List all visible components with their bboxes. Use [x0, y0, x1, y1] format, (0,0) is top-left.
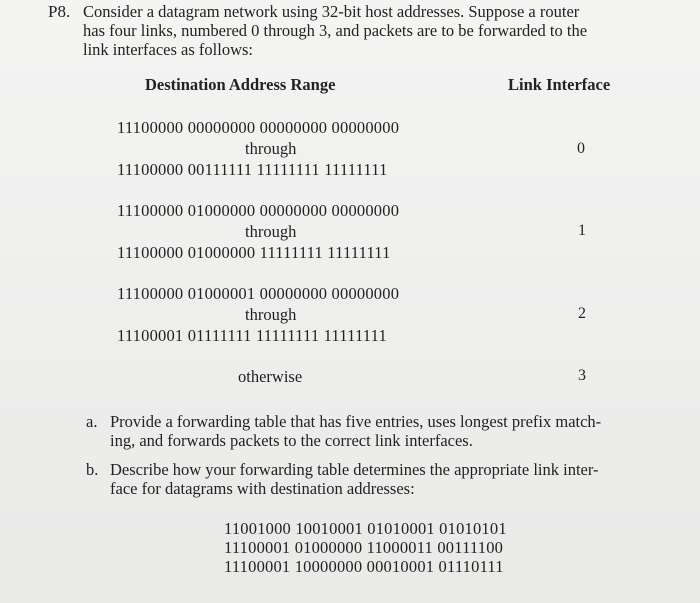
range-end-row1: 11100000 01000000 11111111 11111111 [117, 243, 391, 262]
range-start-row0: 11100000 00000000 00000000 00000000 [117, 118, 400, 137]
range-end-row2: 11100001 01111111 11111111 11111111 [117, 326, 387, 345]
address-item: 11001000 10010001 01010001 01010101 [224, 519, 507, 538]
interface-otherwise: 3 [578, 367, 586, 384]
interface-row0: 0 [577, 140, 585, 157]
range-start-row1: 11100000 01000000 00000000 00000000 [117, 201, 400, 220]
question-a-text [110, 412, 601, 450]
intro-line: link interfaces as follows: [83, 40, 253, 59]
question-b-text [110, 460, 599, 498]
problem-number: P8. [48, 2, 71, 21]
address-item: 11100001 10000000 00010001 01110111 [224, 557, 504, 576]
interface-row2: 2 [578, 305, 586, 322]
intro-line: Consider a datagram network using 32-bit host addresses. Suppose a router [83, 2, 580, 21]
through-row1: through [245, 222, 297, 241]
question-a-line: ing, and forwards packets to the correct link interfaces. [110, 431, 473, 450]
interface-row1: 1 [578, 222, 586, 239]
otherwise-label: otherwise [238, 367, 303, 386]
address-item: 11100001 01000000 11000011 00111100 [224, 538, 504, 557]
question-a-line: Provide a forwarding table that has five entries, uses longest prefix match- [110, 412, 602, 431]
range-end-row0: 11100000 00111111 11111111 11111111 [117, 160, 388, 179]
question-b-line: face for datagrams with destination addresses: [110, 479, 415, 498]
header-link-interface: Link Interface [508, 75, 611, 94]
question-b-label: b. [86, 460, 99, 479]
intro-line: has four links, numbered 0 through 3, and packets are to be forwarded to the [83, 21, 588, 40]
through-row0: through [245, 139, 297, 158]
header-destination-range: Destination Address Range [145, 75, 336, 94]
question-a-label: a. [86, 412, 98, 431]
range-start-row2: 11100000 01000001 00000000 00000000 [117, 284, 400, 303]
address-list [224, 519, 507, 576]
question-b-line: Describe how your forwarding table determines the appropriate link inter- [110, 460, 599, 479]
through-row2: through [245, 305, 297, 324]
problem-intro [83, 2, 587, 59]
